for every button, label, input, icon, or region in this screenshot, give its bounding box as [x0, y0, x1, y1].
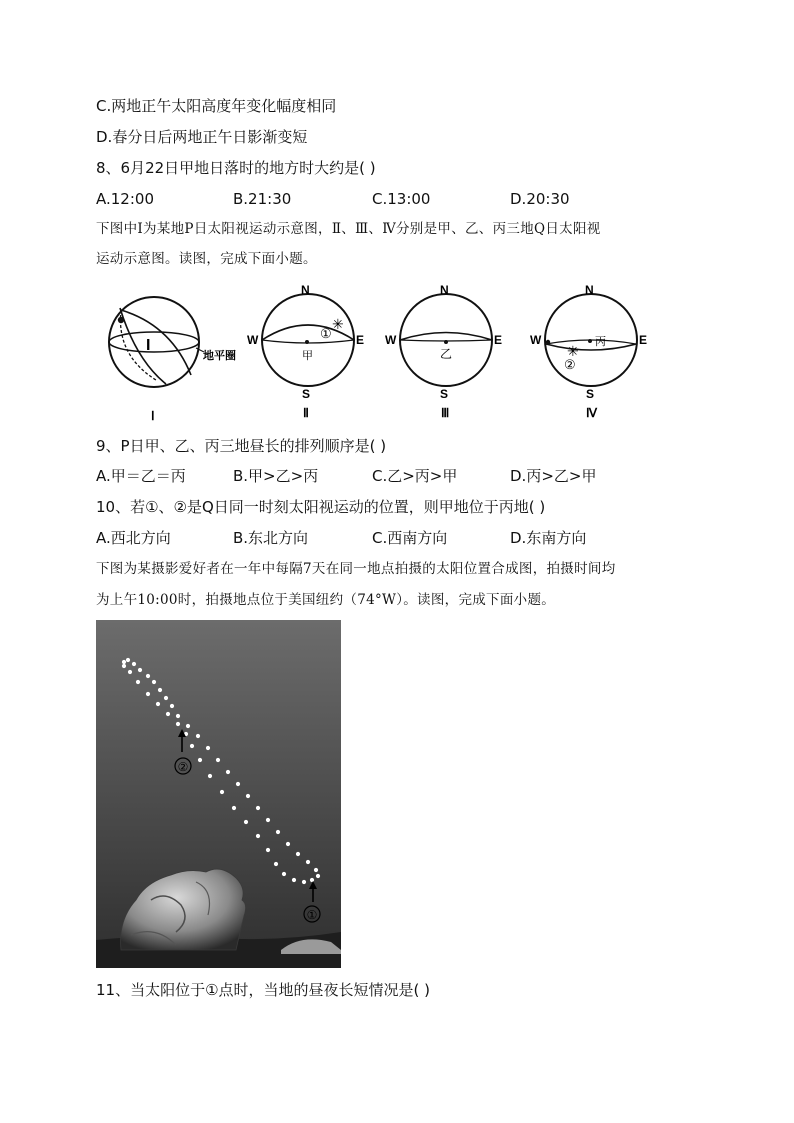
analemma-dot: [246, 794, 250, 798]
figure-label-1: Ⅰ: [151, 409, 155, 423]
analemma-dot: [274, 862, 278, 866]
diagram-3-s: S: [440, 387, 449, 401]
analemma-dot: [276, 830, 280, 834]
q8-option-c: C.13:00: [372, 190, 431, 208]
analemma-dot: [122, 660, 126, 664]
analemma-dot: [190, 744, 194, 748]
q9-option-c: C.乙>丙>甲: [372, 467, 458, 485]
q10-option-a: A.西北方向: [96, 529, 171, 547]
analemma-dot: [316, 874, 320, 878]
diagram-2-w: W: [247, 333, 259, 347]
diagram-3: [385, 283, 502, 420]
diagram-4-e: E: [639, 333, 648, 347]
analemma-dot: [158, 688, 162, 692]
diagram-2-n: N: [301, 283, 310, 297]
q8-option-d: D.20:30: [510, 190, 570, 208]
q9-option-a: A.甲＝乙＝丙: [96, 467, 186, 485]
analemma-dot: [266, 848, 270, 852]
analemma-dot: [122, 664, 126, 668]
analemma-dot: [232, 806, 236, 810]
analemma-dot: [176, 714, 180, 718]
diagram-3-w: W: [385, 333, 397, 347]
q10-option-b: B.东北方向: [233, 529, 309, 547]
diagram-2-e: E: [356, 333, 365, 347]
bing-label: 丙: [595, 336, 606, 348]
option-d-q7: D.春分日后两地正午日影渐变短: [96, 128, 308, 146]
analemma-dot: [220, 790, 224, 794]
diagram-4: [530, 283, 647, 420]
photo-mark-1: ①: [306, 908, 318, 922]
analemma-dot: [146, 692, 150, 696]
figure-label-4: Ⅳ: [586, 406, 598, 420]
analemma-dot: [152, 680, 156, 684]
figure-label-3: Ⅲ: [441, 406, 450, 420]
sun-path-figure: [96, 280, 656, 425]
q8-option-b: B.21:30: [233, 190, 292, 208]
diagram-4-s: S: [586, 387, 595, 401]
horizon-label: 地平圈: [203, 350, 236, 362]
photo-mark-2: ②: [177, 760, 189, 774]
analemma-dot: [208, 774, 212, 778]
sun-star-icon: ✳: [332, 316, 344, 332]
analemma-dot: [314, 868, 318, 872]
analemma-dot: [226, 770, 230, 774]
analemma-dot: [164, 696, 168, 700]
diagram-1-axis-mark: I: [146, 337, 151, 354]
analemma-dot: [266, 818, 270, 822]
analemma-dot: [286, 842, 290, 846]
diagram-3-e: E: [494, 333, 503, 347]
analemma-dot: [310, 878, 314, 882]
diagram-4-n: N: [585, 283, 594, 297]
analemma-dot: [136, 680, 140, 684]
diagram-4-mark-2: ②: [564, 357, 576, 372]
intro-2-line-2: 为上午10:00时，拍摄地点位于美国纽约（74°W）。读图，完成下面小题。: [96, 592, 556, 608]
analemma-dot: [176, 722, 180, 726]
analemma-dot: [236, 782, 240, 786]
analemma-dot: [126, 658, 130, 662]
analemma-dot: [216, 758, 220, 762]
analemma-dot: [166, 712, 170, 716]
q9-option-d: D.丙>乙>甲: [510, 467, 597, 485]
analemma-dot: [244, 820, 248, 824]
q9-option-b: B.甲>乙>丙: [233, 467, 319, 485]
question-8: 8、6月22日甲地日落时的地方时大约是( ): [96, 159, 376, 177]
question-9: 9、P日甲、乙、丙三地昼长的排列顺序是( ): [96, 437, 387, 455]
question-10: 10、若①、②是Q日同一时刻太阳视运动的位置，则甲地位于丙地( ): [96, 498, 546, 516]
analemma-dot: [186, 724, 190, 728]
sun-star-icon-2: ✳: [567, 343, 579, 359]
analemma-dot: [198, 758, 202, 762]
figure-label-2: Ⅱ: [303, 406, 309, 420]
diagram-4-w: W: [530, 333, 542, 347]
question-11: 11、当太阳位于①点时，当地的昼夜长短情况是( ): [96, 981, 431, 999]
analemma-dot: [156, 702, 160, 706]
yi-label: 乙: [440, 347, 453, 361]
intro-1-line-1: 下图中Ⅰ为某地P日太阳视运动示意图，Ⅱ、Ⅲ、Ⅳ分别是甲、乙、丙三地Q日太阳视: [96, 221, 601, 237]
analemma-dot: [128, 670, 132, 674]
analemma-dot: [146, 674, 150, 678]
intro-1-line-2: 运动示意图。读图，完成下面小题。: [96, 251, 317, 267]
analemma-dot: [296, 852, 300, 856]
analemma-dot: [138, 668, 142, 672]
diagram-2-s: S: [302, 387, 311, 401]
analemma-dot: [282, 872, 286, 876]
analemma-dot: [206, 746, 210, 750]
option-c-q7: C.两地正午太阳高度年变化幅度相同: [96, 97, 337, 115]
analemma-dot: [306, 860, 310, 864]
analemma-dot: [256, 806, 260, 810]
jia-label: 甲: [302, 350, 313, 362]
analemma-dot: [256, 834, 260, 838]
analemma-dot: [132, 662, 136, 666]
intro-2-line-1: 下图为某摄影爱好者在一年中每隔7天在同一地点拍摄的太阳位置合成图，拍摄时间均: [96, 561, 616, 577]
q10-option-d: D.东南方向: [510, 529, 587, 547]
analemma-dot: [196, 734, 200, 738]
diagram-2-mark-1: ①: [320, 326, 332, 341]
analemma-dot: [302, 880, 306, 884]
q10-option-c: C.西南方向: [372, 529, 448, 547]
diagram-1: [109, 297, 236, 423]
analemma-dot: [292, 878, 296, 882]
diagram-2: [247, 283, 364, 420]
analemma-dot: [170, 704, 174, 708]
q8-option-a: A.12:00: [96, 190, 154, 208]
diagram-3-n: N: [440, 283, 449, 297]
analemma-photo: [96, 620, 341, 968]
